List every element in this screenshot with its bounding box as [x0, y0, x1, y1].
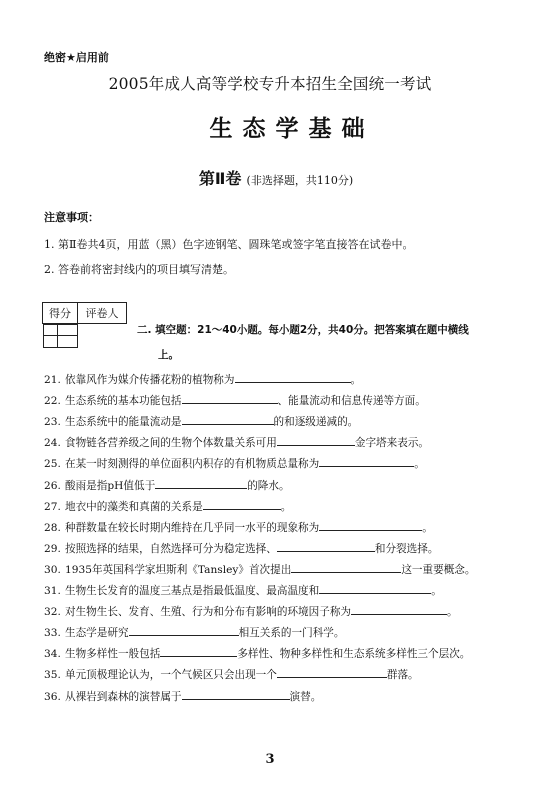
question-text-end: 。 [350, 374, 362, 386]
page-number: 3 [265, 752, 275, 767]
question-item [44, 434, 429, 450]
question-item [44, 540, 438, 556]
answer-blank[interactable] [277, 666, 387, 678]
question-text-end: 相互关系的一门科学。 [238, 627, 345, 640]
question-number: 28. [44, 521, 61, 534]
grader-header: 评卷人 [78, 303, 127, 324]
answer-blank[interactable] [319, 455, 414, 467]
question-text-end: 。 [431, 585, 442, 597]
notes-title: 注意事项： [44, 211, 99, 224]
question-item [44, 498, 291, 514]
question-item [44, 413, 358, 429]
exam-title: 2005年成人高等学校专升本招生全国统一考试 [108, 75, 432, 93]
question-item [44, 666, 419, 682]
question-number: 35. [44, 669, 61, 682]
answer-blank[interactable] [291, 561, 401, 573]
question-item [44, 392, 426, 408]
question-item [44, 688, 321, 704]
question-text: 食物链各营养级之间的生物个体数量关系可用 [65, 437, 277, 450]
note-item: 2. 答卷前将密封线内的项目填写清楚。 [44, 263, 234, 276]
answer-blank[interactable] [182, 392, 278, 404]
section-heading: 二. 填空题：21～40小题。每小题2分，共40分。把答案填在题中横线 [137, 324, 469, 336]
question-number: 33. [44, 627, 61, 640]
question-number: 32. [44, 606, 61, 619]
question-text: 生态系统的基本功能包括 [65, 395, 182, 408]
question-item [44, 455, 425, 471]
question-text: 生物生长发育的温度三基点是指最低温度、最高温度和 [65, 585, 320, 597]
question-text-end: 、能量流动和信息传递等方面。 [277, 395, 426, 408]
question-number: 36. [44, 690, 61, 703]
question-number: 27. [44, 500, 61, 513]
question-number: 23. [44, 416, 61, 429]
question-number: 29. [44, 542, 61, 555]
question-text-end: 。 [447, 606, 458, 619]
question-number: 22. [44, 395, 61, 408]
question-number: 25. [44, 458, 61, 471]
volume-label: 第Ⅱ卷 [198, 169, 242, 188]
volume-heading [0, 166, 540, 189]
question-item [44, 477, 290, 493]
question-text-end: 演替。 [289, 690, 322, 703]
question-text-end: 。 [280, 500, 292, 513]
question-text-end: 。 [422, 521, 433, 534]
question-text: 在某一时刻测得的单位面积内积存的有机物质总量称为 [65, 458, 320, 471]
question-item [44, 561, 475, 577]
answer-blank[interactable] [351, 603, 447, 615]
question-number: 31. [44, 585, 61, 597]
grader-cell [57, 325, 77, 348]
answer-blank[interactable] [319, 582, 431, 594]
question-item [44, 645, 470, 661]
question-text: 生态系统中的能量流动是 [65, 416, 182, 429]
question-text-end: 。 [414, 458, 425, 471]
question-text: 对生物生长、发育、生殖、行为和分布有影响的环境因子称为 [65, 606, 352, 619]
question-text-end: 的和逐级递减的。 [273, 416, 359, 429]
question-text: 单元顶极理论认为，一个气候区只会出现一个 [65, 669, 277, 682]
question-text: 生物多样性一般包括 [65, 648, 161, 661]
question-text: 按照选择的结果，自然选择可分为稳定选择、 [65, 542, 277, 555]
score-header: 得分 [43, 303, 78, 324]
question-item [44, 603, 458, 619]
question-number: 34. [44, 648, 61, 661]
note-item: 1. 第Ⅱ卷共4页，用蓝（黑）色字迹钢笔、圆珠笔或签字笔直接答在试卷中。 [44, 238, 414, 251]
subject-title: 生态学基础 [209, 116, 375, 142]
question-text-end: 多样性、物种多样性和生态系统多样性三个层次。 [237, 648, 471, 661]
answer-blank[interactable] [182, 688, 290, 700]
question-text: 1935年英国科学家坦斯利《Tansley》首次提出 [65, 563, 292, 576]
volume-note: (非选择题，共110分) [246, 174, 354, 187]
answer-blank[interactable] [203, 498, 281, 510]
question-text: 种群数量在较长时期内维持在几乎同一水平的现象称为 [65, 521, 320, 534]
answer-blank[interactable] [277, 434, 355, 446]
section-heading-continued: 上。 [158, 349, 179, 361]
question-text-end: 金字塔来表示。 [354, 437, 430, 450]
question-text-end: 的降水。 [247, 479, 290, 492]
question-number: 26. [44, 479, 61, 492]
question-text: 酸雨是指pH值低于 [65, 479, 156, 492]
answer-blank[interactable] [235, 371, 351, 383]
question-text: 从裸岩到森林的演替属于 [65, 690, 182, 703]
question-number: 21. [44, 374, 61, 386]
answer-blank[interactable] [182, 413, 274, 425]
question-item [44, 519, 433, 535]
question-item [44, 371, 361, 387]
question-number: 24. [44, 437, 61, 450]
question-text: 生态学是研究 [65, 627, 129, 640]
question-number: 30. [44, 563, 61, 576]
answer-blank[interactable] [319, 519, 422, 531]
question-text: 依靠风作为媒介传播花粉的植物称为 [65, 374, 235, 386]
question-text-end: 这一重要概念。 [401, 563, 476, 576]
secret-mark: 绝密★启用前 [44, 51, 109, 64]
answer-blank[interactable] [129, 624, 239, 636]
question-text: 地衣中的藻类和真菌的关系是 [65, 500, 203, 513]
answer-blank[interactable] [155, 477, 247, 489]
answer-blank[interactable] [277, 540, 375, 552]
score-cell [43, 325, 57, 348]
question-item [44, 624, 345, 640]
question-text-end: 群落。 [386, 669, 419, 682]
score-table [42, 302, 127, 339]
question-text-end: 和分裂选择。 [374, 542, 439, 555]
question-item [44, 582, 442, 598]
answer-blank[interactable] [160, 645, 237, 657]
